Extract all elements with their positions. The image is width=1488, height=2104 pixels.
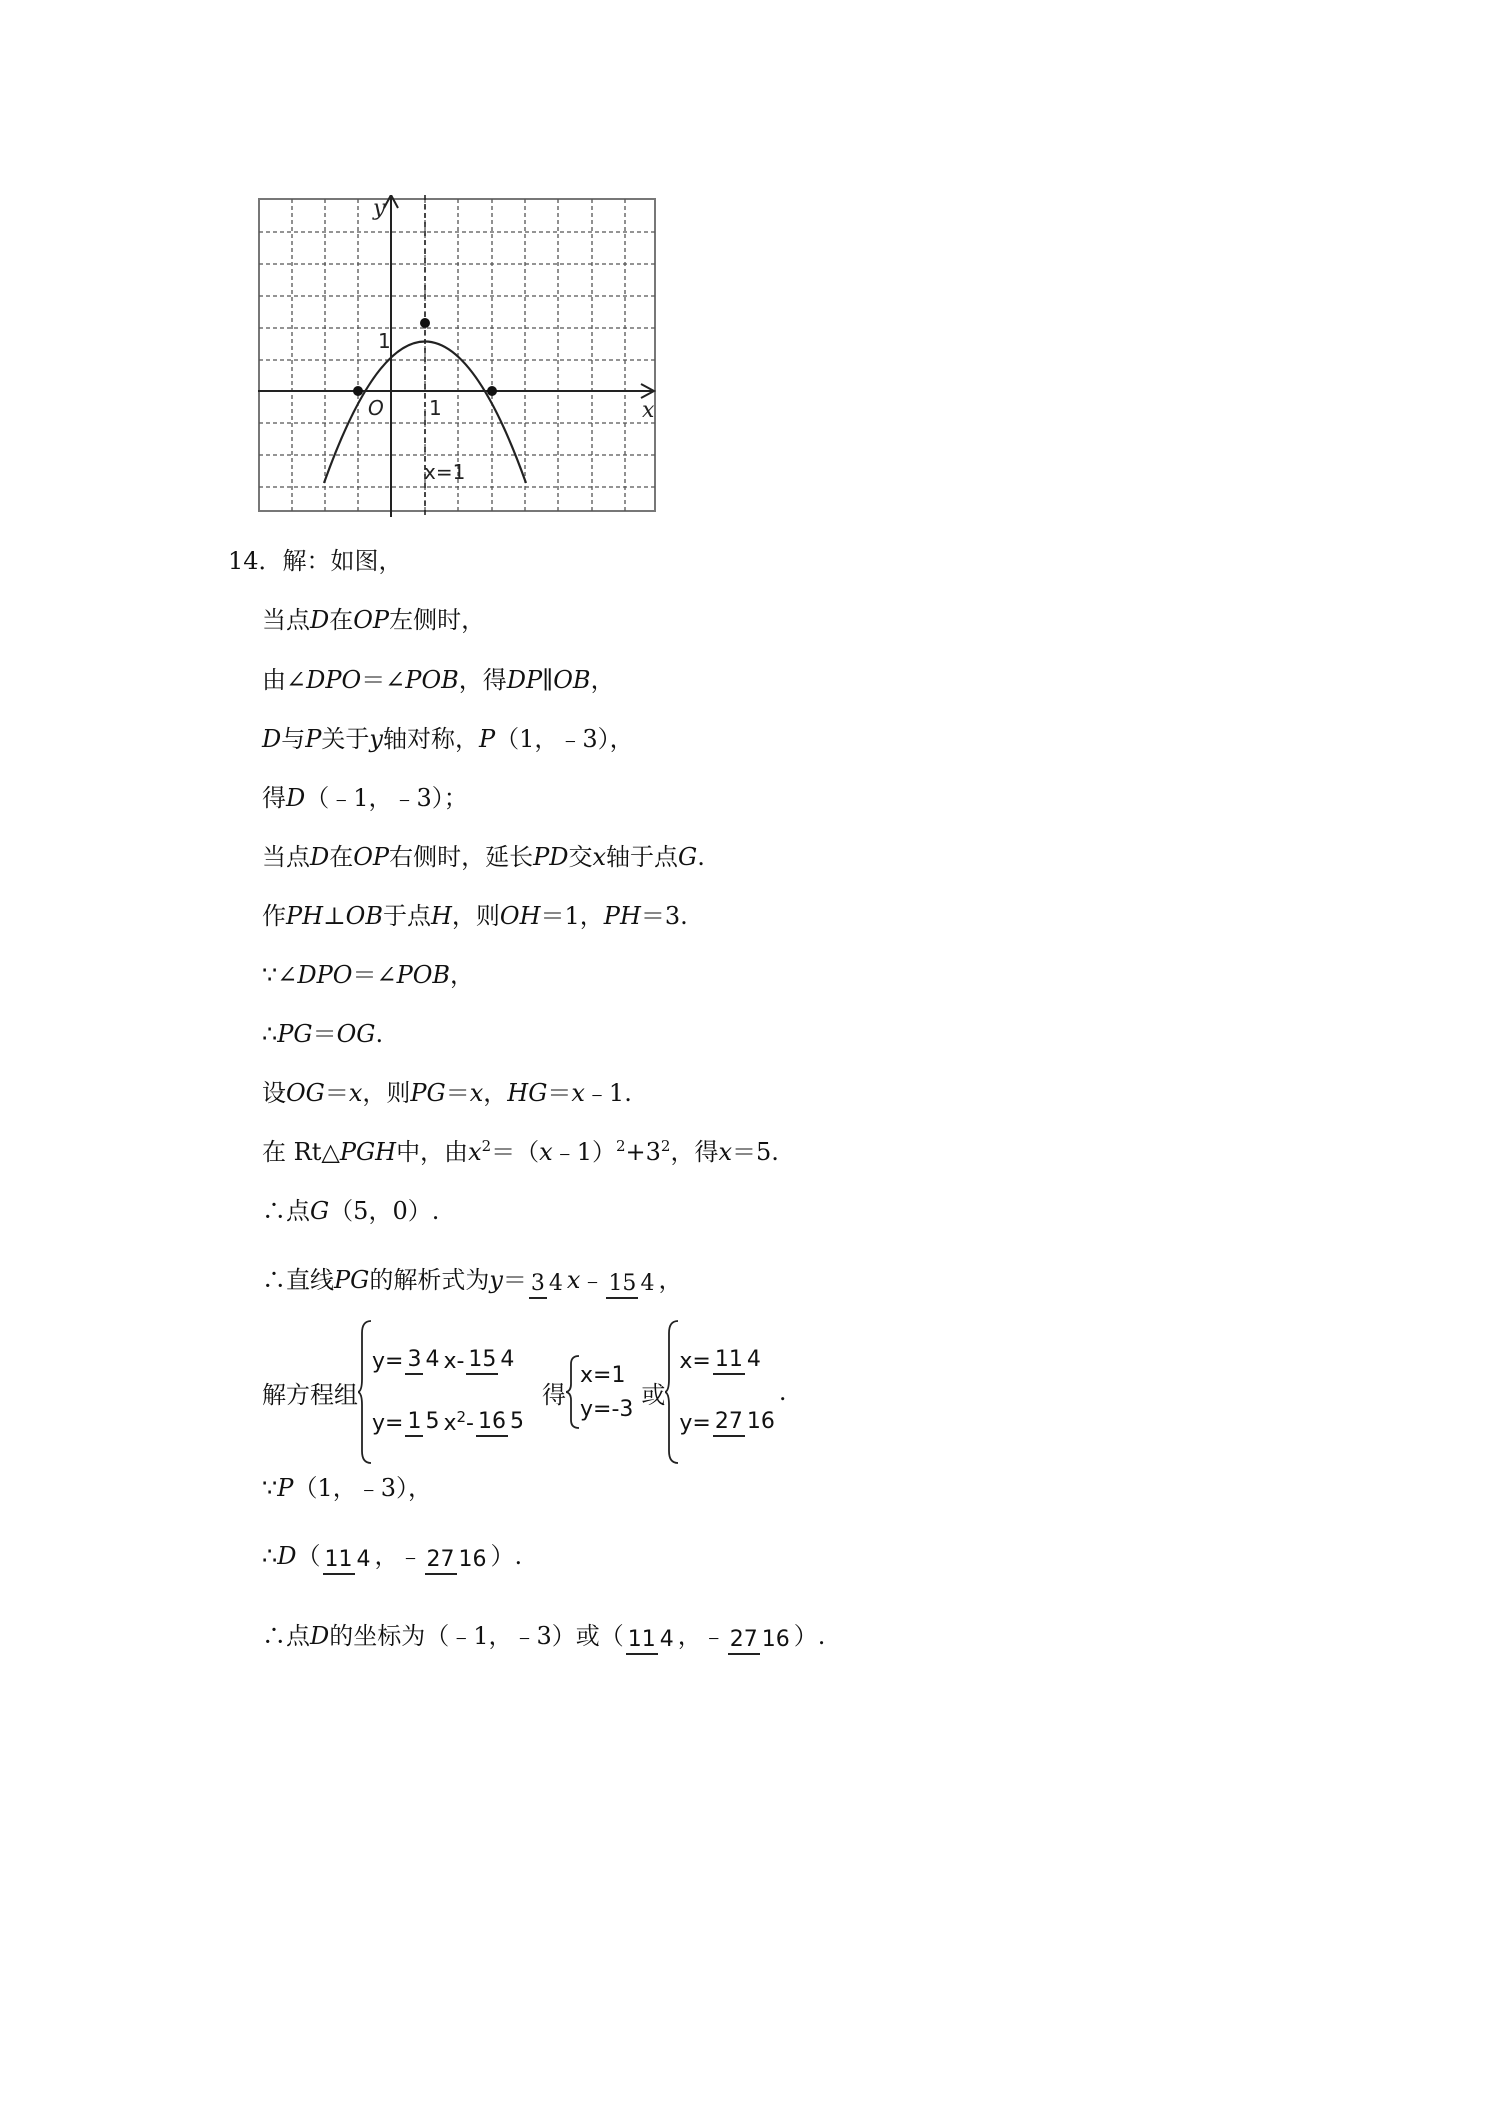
solution-line-10: 在 Rt△PGH中，由$x^2=(x﹣1)^2+3^2$，得x＝5. — [262, 1137, 779, 1166]
equation-2: y= 1 5 x $^2$ - 16 5 — [372, 1408, 524, 1436]
solution-line-11: ∴点G（5，0）. — [262, 1197, 440, 1225]
solve-label: 解方程组 — [262, 1380, 358, 1409]
parabola-graph — [258, 195, 658, 517]
solution-2: x= 11 4 y= 27 16 — [679, 1347, 775, 1436]
point-left-root — [353, 386, 363, 396]
graph-label-y: y — [373, 196, 386, 221]
solution-line-6: 作PH⊥OB于点H，则OH＝1，PH＝3. — [262, 902, 688, 930]
point-vertex — [420, 318, 430, 328]
equation-1: y= 3 4 x- 15 4 — [372, 1347, 515, 1374]
solution-line-15: ∴D（ 11 4 ，﹣ 27 16 ）. — [262, 1522, 522, 1592]
solution-line-12: ∴直线PG的解析式为y＝ 3 4 x﹣ 15 4 ， — [262, 1246, 682, 1316]
solution-line-9: 设OG＝x，则PG＝x，HG＝x﹣1. — [262, 1079, 632, 1107]
solution-line-1: 当点D在OP左侧时， — [262, 606, 486, 634]
result-label: 得 — [541, 1380, 566, 1409]
solution-line-5: 当点D在OP右侧时，延长PD交x轴于点G. — [262, 843, 705, 871]
equation-system-line: 解方程组 y= 3 4 x- 15 4 y= 1 5 x $^2$ - 16 5 得 x=1 y=-3 或 x= 11 4 y= 27 16 . — [262, 1318, 786, 1466]
problem-heading: 14．解：如图， — [228, 547, 403, 575]
solution-line-4: 得D（﹣1，﹣3）； — [262, 784, 468, 812]
left-brace-icon — [358, 1319, 372, 1465]
solution-line-8: ∴PG＝OG. — [262, 1020, 384, 1048]
or-label: 或 — [641, 1380, 666, 1409]
equation-system-left — [372, 1330, 528, 1454]
solution-line-16: ∴点D的坐标为（﹣1，﹣3）或（ 11 4 ，﹣ 27 16 ）. — [262, 1602, 825, 1672]
graph-label-axis: x=1 — [424, 460, 466, 484]
left-brace-icon — [665, 1319, 679, 1465]
solution-line-2: 由∠DPO＝∠POB，得DP∥OB， — [262, 666, 615, 694]
graph-label-origin: O — [368, 396, 384, 420]
graph-label-1y: 1 — [378, 329, 391, 353]
fraction: 3 4 — [529, 1248, 565, 1316]
solution-1: x=1 y=-3 — [579, 1362, 634, 1422]
graph-label-1x: 1 — [429, 396, 442, 420]
fraction: 15 4 — [606, 1248, 656, 1316]
solution-line-14: ∵P（1，﹣3）， — [262, 1474, 432, 1502]
graph-label-x: x — [642, 398, 655, 423]
left-brace-icon — [566, 1354, 580, 1430]
solution-line-7: ∵∠DPO＝∠POB， — [262, 961, 475, 989]
solution-line-3: D与P关于y轴对称，P（1，﹣3）， — [262, 725, 634, 753]
point-right-root — [487, 386, 497, 396]
